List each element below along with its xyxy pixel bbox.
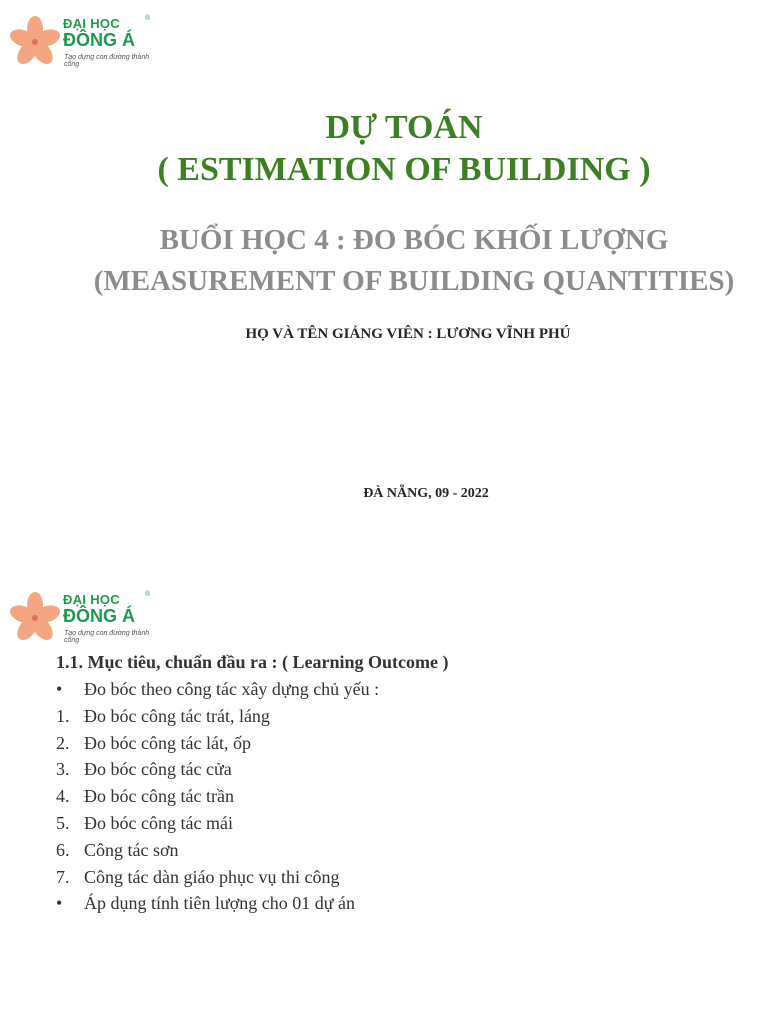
place-date: ĐÀ NẴNG, 09 - 2022 [363,486,489,501]
list-item-text: Đo bóc công tác trần [84,786,234,807]
list-item-text: Đo bóc công tác cửa [84,759,232,780]
list-item [56,837,379,864]
list-item-text: Công tác dàn giáo phục vụ thi công [84,866,340,887]
list-item [56,890,379,917]
list-marker: 7. [56,866,70,887]
title-line1: DỰ TOÁN [325,109,483,146]
subtitle-line2: (MEASUREMENT OF BUILDING QUANTITIES) [93,265,735,297]
learning-outcome-list [56,676,379,917]
list-item [56,676,379,703]
list-marker: • [56,679,63,699]
list-item-text: Áp dụng tính tiên lượng cho 01 dự án [84,893,356,914]
list-item-text: Đo bóc công tác lát, ốp [84,732,251,753]
list-item [56,756,379,783]
list-marker: 4. [56,786,70,807]
list-item-text: Công tác sơn [84,839,179,860]
registered-mark: ® [145,15,151,22]
list-item [56,703,379,730]
university-logo [6,590,166,650]
title-line2: ( ESTIMATION OF BUILDING ) [157,151,651,188]
list-marker: • [56,893,63,914]
list-marker: 6. [56,839,70,860]
flower-logo-icon [6,14,64,72]
list-item-text: Đo bóc công tác trát, láng [84,705,270,726]
logo-tagline: Tạo dựng con đường thành công [64,54,150,68]
logo-text-line1: ĐẠI HỌC [63,592,120,607]
list-marker: 3. [56,759,70,780]
list-item-text: Đo bóc theo công tác xây dựng chủ yếu : [84,679,380,699]
list-item-text: Đo bóc công tác mái [84,812,233,833]
list-item [56,783,379,810]
list-item [56,730,379,757]
logo-text-line2: ĐÔNG Á [63,606,135,626]
lecturer-name: HỌ VÀ TÊN GIẢNG VIÊN : LƯƠNG VĨNH PHÚ [245,326,571,342]
list-marker: 2. [56,732,70,753]
list-marker: 1. [56,705,70,726]
university-logo [6,14,166,74]
section-heading: 1.1. Mục tiêu, chuẩn đầu ra : ( Learning Outcome ) [56,652,449,672]
list-item [56,810,379,837]
registered-mark: ® [145,591,151,598]
logo-text-line2: ĐÔNG Á [63,30,135,50]
logo-tagline: Tạo dựng con đường thành công [64,630,150,644]
logo-text-line1: ĐẠI HỌC [63,16,120,31]
list-marker: 5. [56,812,70,833]
flower-logo-icon [6,590,64,648]
list-item [56,864,379,891]
subtitle-line1: BUỔI HỌC 4 : ĐO BÓC KHỐI LƯỢNG [159,224,669,256]
content-slide [0,576,768,1024]
